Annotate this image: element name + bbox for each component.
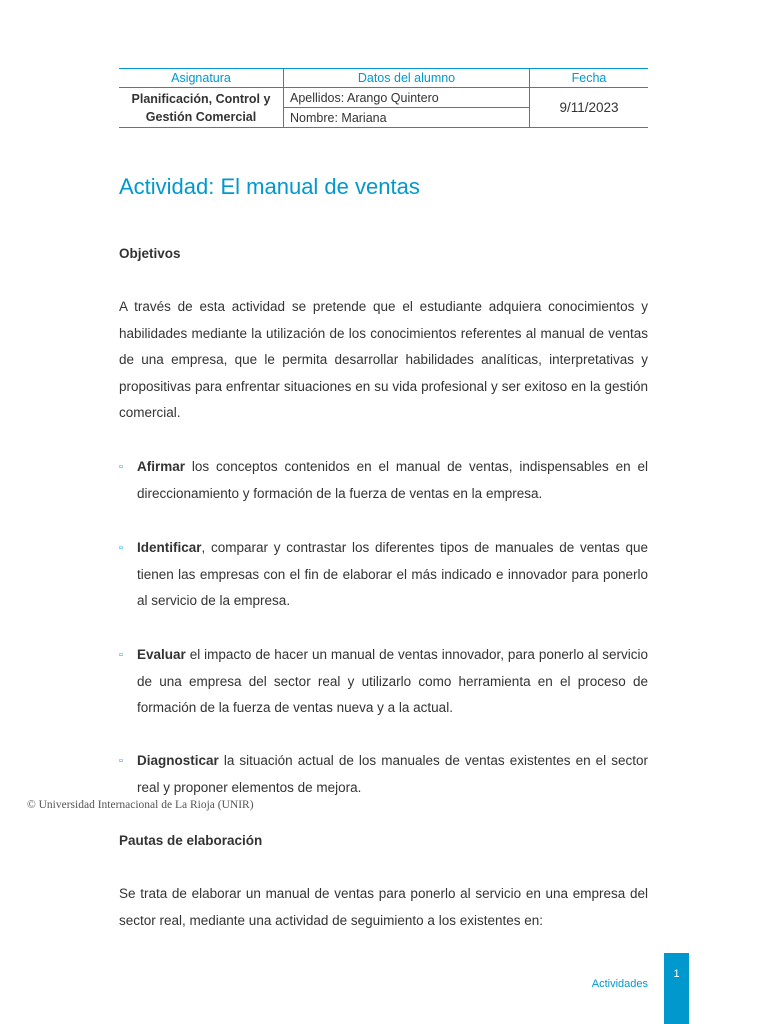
subject-line-1: Planificación, Control y bbox=[131, 91, 271, 106]
bullet-bold: Diagnosticar bbox=[137, 753, 219, 768]
bullet-item bbox=[119, 454, 648, 507]
date-value: 9/11/2023 bbox=[530, 88, 649, 128]
copyright-notice: © Universidad Internacional de La Rioja (UNIR) bbox=[27, 799, 254, 811]
bullet-bold: Identificar bbox=[137, 540, 202, 555]
page-title: Actividad: El manual de ventas bbox=[119, 174, 420, 199]
bullet-marker-icon: ▫ bbox=[119, 755, 123, 767]
bullet-bold: Evaluar bbox=[137, 647, 186, 662]
page-number-tab bbox=[664, 953, 689, 1024]
bullet-text: la situación actual de los manuales de ventas existentes en el sector real y proponer elementos de mejora. bbox=[137, 753, 648, 795]
bullet-text: , comparar y contrastar los diferentes tipos de manuales de ventas que tienen las empresas con el fin de elaborar el más indicado e innovador para ponerlo al servicio de la empresa. bbox=[137, 540, 648, 608]
student-surname: Apellidos: Arango Quintero bbox=[284, 88, 530, 108]
student-name: Nombre: Mariana bbox=[284, 108, 530, 128]
subject-cell bbox=[119, 88, 284, 128]
footer-label: Actividades bbox=[591, 978, 648, 990]
bullet-item bbox=[119, 642, 648, 722]
page-number: 1 bbox=[673, 968, 680, 980]
guidelines-text: Se trata de elaborar un manual de ventas para ponerlo al servicio en una empresa del sector real, mediante una actividad de seguimiento a los existentes en: bbox=[119, 886, 648, 928]
bullet-item bbox=[119, 535, 648, 615]
bullet-text: los conceptos contenidos en el manual de ventas, indispensables en el direccionamiento y formación de la fuerza de ventas en la empresa. bbox=[137, 459, 648, 501]
bullet-marker-icon: ▫ bbox=[119, 542, 123, 554]
bullet-marker-icon: ▫ bbox=[119, 649, 123, 661]
bullet-bold: Afirmar bbox=[137, 459, 186, 474]
guidelines-heading: Pautas de elaboración bbox=[119, 833, 263, 848]
header-table bbox=[119, 68, 648, 128]
header-col-student: Datos del alumno bbox=[284, 69, 530, 88]
bullet-text: el impacto de hacer un manual de ventas innovador, para ponerlo al servicio de una empresa del sector real y utilizarlo como herramienta en el proceso de formación de la fuerza de ventas nueva y a la actual. bbox=[137, 647, 648, 715]
header-col-subject: Asignatura bbox=[119, 69, 284, 88]
objectives-heading: Objetivos bbox=[119, 246, 181, 261]
objectives-intro: A través de esta actividad se pretende que el estudiante adquiera conocimientos y habilidades mediante la utilización de los conocimientos referentes al manual de ventas de una empresa, que le permita desarrollar habilidades analíticas, interpretativas y propositivas para enfrentar situaciones en su vida profesional y ser exitoso en la gestión comercial. bbox=[119, 299, 648, 420]
bullet-item bbox=[119, 748, 648, 801]
header-col-date: Fecha bbox=[530, 69, 649, 88]
subject-line-2: Gestión Comercial bbox=[145, 109, 257, 124]
bullet-marker-icon: ▫ bbox=[119, 461, 123, 473]
